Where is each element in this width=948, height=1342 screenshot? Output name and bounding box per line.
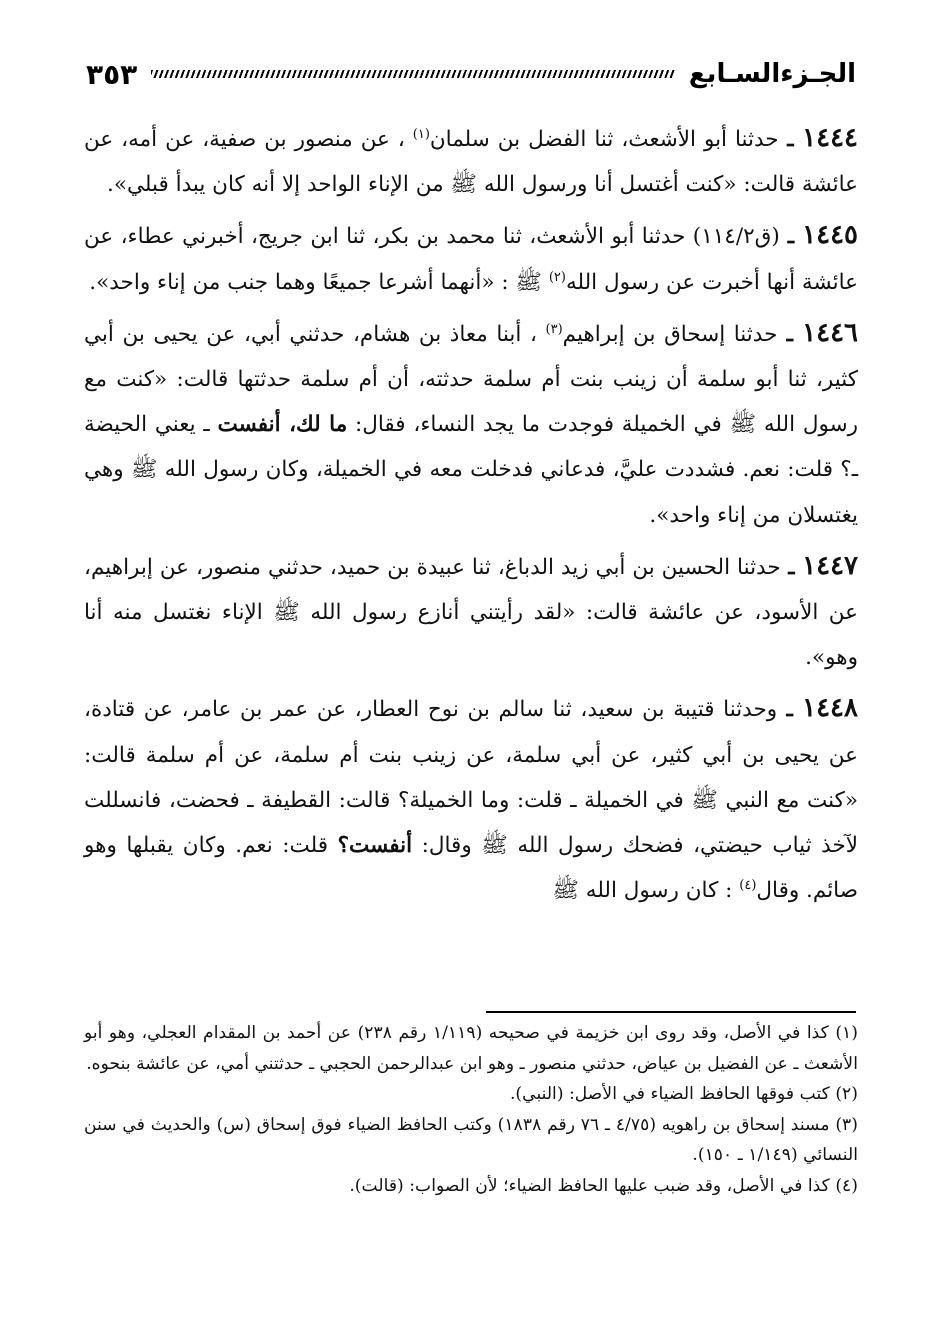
- hadith-1446: [84, 311, 858, 538]
- hadith-1447: [84, 544, 858, 681]
- hadith-text: وهي يغتسلان من إناء واحد».: [84, 457, 858, 528]
- footnote-2: [84, 1079, 858, 1110]
- hadith-text: ـ يعني الحيضة ـ؟ قلت: نعم. فشددت عليَّ، فدعاني فدخلت معه في الخميلة، وكان رسول الله: [84, 412, 858, 483]
- footnote-3: [84, 1110, 858, 1171]
- hadith-text: الإناء نغتسل منه أنا وهو».: [84, 600, 858, 671]
- hadith-text: وحدثنا قتيبة بن سعيد، ثنا سالم بن نوح العطار، عن عمر بن عامر، عن قتادة، عن يحيى بن أبي كثير، عن أبي سلمة، عن زينب بنت أم سلمة، عن أم سلمة قالت: «كنت مع النبي: [84, 697, 858, 813]
- salawat-glyph: ﷺ: [450, 172, 477, 198]
- hadith-number: ١٤٤٤: [802, 123, 858, 153]
- hadith-text: حدثنا الحسين بن أبي زيد الدباغ، ثنا عبيدة بن حميد، حدثني منصور، عن إبراهيم، عن الأسود، عن عائشة قالت: «لقد رأيتني أنازع رسول الله: [84, 554, 858, 626]
- running-title: الجـزءالسـابع: [688, 59, 856, 89]
- hadith-text: : «أنهما أشرعا جميعًا وهما جنب من إناء واحد».: [89, 269, 516, 295]
- hadith-text: في الخميلة ـ قلت: وما الخميلة؟ قالت: القطيفة ـ فحضت، فانسللت لآخذ ثياب حيضتي، فضحك رسول الله: [84, 787, 859, 859]
- hadith-text: قلت: نعم. وكان يقبلها وهو صائم. وقال: [84, 833, 858, 904]
- dash: ـ: [777, 697, 803, 723]
- page-number: ٣٥٣: [86, 57, 138, 91]
- hadith-text: : كان رسول الله: [578, 878, 740, 904]
- header-rule: [151, 70, 675, 78]
- footnote-text: كذا في الأصل، وقد روى ابن خزيمة في صحيحه (١/١١٩ رقم ٢٣٨) عن أحمد بن المقدام العجلي، وهو أبو الأشعث ـ عن الفضيل بن عياض، حدثني منصور ـ وهو ابن عبدالرحمن الحجبي ـ حدثتني أمي، عن عائشة بنحوه.: [84, 1023, 858, 1074]
- footnote-mark: (٣): [835, 1114, 858, 1135]
- salawat-glyph: ﷺ: [729, 412, 757, 438]
- dash: ـ: [777, 321, 803, 347]
- hadith-text: وقال:: [412, 833, 482, 859]
- footnote-ref[interactable]: (١): [412, 126, 430, 142]
- hadith-number: ١٤٤٦: [802, 317, 858, 348]
- footnote-mark: (٤): [835, 1175, 858, 1196]
- salawat-glyph: ﷺ: [130, 457, 158, 483]
- hadith-body: [84, 116, 858, 913]
- hadith-1444: [84, 116, 858, 207]
- hadith-text: ، أبنا معاذ بن هشام، حدثني أبي، عن يحيى بن أبي كثير، ثنا أبو سلمة أن زينب بنت أم سلمة حدثته، أن أم سلمة حدثتها قالت: «كنت مع رسول الله: [84, 321, 858, 438]
- salawat-glyph: ﷺ: [515, 269, 542, 295]
- footnote-text: كتب فوقها الحافظ الضياء في الأصل: (النبي).: [509, 1084, 836, 1104]
- footnote-1: [84, 1018, 858, 1079]
- salawat-glyph: ﷺ: [481, 833, 508, 859]
- hadith-1445: [84, 213, 858, 304]
- footnote-separator: [486, 1011, 856, 1013]
- footnote-mark: (١): [835, 1023, 858, 1043]
- salawat-glyph: ﷺ: [273, 600, 300, 626]
- hadith-text: (ق١١٤/٢) حدثنا أبو الأشعث، ثنا محمد بن بكر، ثنا ابن جريج، أخبرني عطاء، عن عائشة أنها أخبرت عن رسول الله: [84, 224, 858, 295]
- dash: ـ: [780, 554, 803, 580]
- footnote-ref[interactable]: (٢): [548, 269, 566, 285]
- hadith-number: ١٤٤٨: [802, 693, 858, 724]
- footnote-text: كذا في الأصل، وقد ضبب عليها الحافظ الضياء؛ لأن الصواب: (قالت).: [349, 1175, 836, 1196]
- footnote-4: [84, 1171, 858, 1202]
- footnote-mark: (٢): [835, 1084, 858, 1104]
- hadith-number: ١٤٤٥: [802, 220, 858, 251]
- hadith-text: في الخميلة فوجدت ما يجد النساء، فقال:: [347, 412, 730, 438]
- hadith-text: ، عن منصور بن صفية، عن أمه، عن عائشة قالت: «كنت أغتسل أنا ورسول الله: [84, 127, 858, 198]
- footnote-text: مسند إسحاق بن راهويه (٤/٧٥ ـ ٧٦ رقم ١٨٣٨) وكتب الحافظ الضياء فوق إسحاق (س) والحديث في سنن النسائي (١/١٤٩ ـ ١٥٠).: [84, 1114, 858, 1165]
- hadith-text: حدثنا إسحاق بن إبراهيم: [562, 321, 778, 347]
- hadith-text: [542, 270, 549, 295]
- salawat-glyph: ﷺ: [552, 878, 579, 904]
- salawat-glyph: ﷺ: [691, 787, 718, 813]
- page-header: [86, 52, 856, 96]
- dash: ـ: [778, 127, 803, 152]
- footnote-ref[interactable]: (٣): [545, 321, 563, 337]
- emphasized-text: أنفست؟: [337, 833, 413, 859]
- footnotes: [84, 1018, 858, 1201]
- hadith-text: حدثنا أبو الأشعث، ثنا الفضل بن سلمان: [429, 127, 779, 152]
- hadith-number: ١٤٤٧: [802, 550, 858, 581]
- hadith-text: من الإناء الواحد إلا أنه كان يبدأ قبلي».: [106, 172, 451, 198]
- dash: ـ: [779, 224, 803, 250]
- hadith-1448: [84, 686, 858, 913]
- footnote-ref[interactable]: (٤): [739, 878, 757, 894]
- emphasized-text: ما لك، أنفست: [217, 412, 348, 438]
